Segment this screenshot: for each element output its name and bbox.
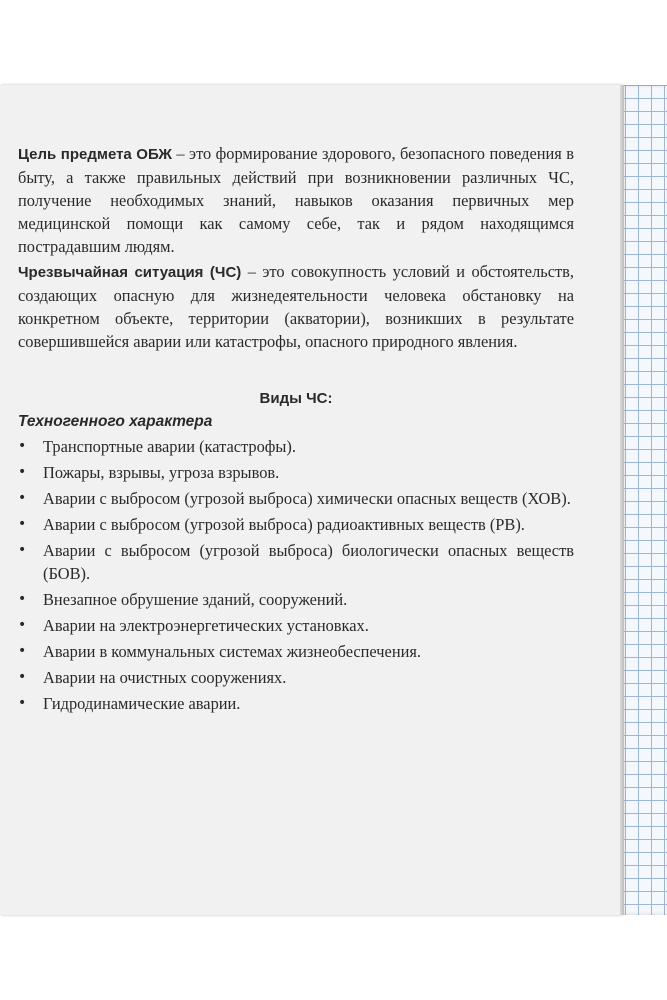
list-item xyxy=(18,588,574,611)
bullet-icon: • xyxy=(18,490,27,506)
list-item-text: Аварии на электроэнергетических установках. xyxy=(43,616,369,635)
list-item xyxy=(18,666,574,689)
list-item xyxy=(18,461,574,484)
list-item-text: Внезапное обрушение зданий, сооружений. xyxy=(43,590,348,609)
bullet-icon: • xyxy=(18,591,27,607)
emergency-term: Чрезвычайная ситуация (ЧС) xyxy=(18,264,242,281)
section-subheading: Техногенного характера xyxy=(18,413,213,430)
list-item xyxy=(18,614,574,637)
list-item xyxy=(18,487,574,510)
page-content xyxy=(18,142,574,718)
bullet-icon: • xyxy=(18,643,27,659)
list-item xyxy=(18,539,574,585)
list-item-text: Аварии с выбросом (угрозой выброса) биологически опасных веществ (БОВ). xyxy=(43,541,574,583)
bullet-icon: • xyxy=(18,464,27,480)
bullet-icon: • xyxy=(18,542,27,558)
bullet-icon: • xyxy=(18,438,27,454)
page-edge xyxy=(620,85,624,915)
list-item-text: Аварии с выбросом (угрозой выброса) химически опасных веществ (ХОВ). xyxy=(43,489,571,508)
list-item-text: Аварии в коммунальных системах жизнеобеспечения. xyxy=(43,642,422,661)
list-item-text: Аварии с выбросом (угрозой выброса) радиоактивных веществ (РВ). xyxy=(43,515,525,534)
list-item xyxy=(18,513,574,536)
bullet-icon: • xyxy=(18,695,27,711)
list-item xyxy=(18,435,574,458)
list-item-text: Гидродинамические аварии. xyxy=(43,694,241,713)
emergency-types-list xyxy=(18,435,574,715)
goal-paragraph xyxy=(18,142,574,258)
bullet-icon: • xyxy=(18,516,27,532)
list-item xyxy=(18,692,574,715)
emergency-paragraph xyxy=(18,260,574,353)
goal-term: Цель предмета ОБЖ xyxy=(18,146,172,163)
list-item-text: Аварии на очистных сооружениях. xyxy=(43,668,287,687)
bullet-icon: • xyxy=(18,617,27,633)
list-item-text: Транспортные аварии (катастрофы). xyxy=(43,437,296,456)
bullet-icon: • xyxy=(18,669,27,685)
emergency-text: – это совокупность условий и обстоятельств, создающих опасную для жизнедеятельности человека обстановку на конкретном объекте, территории (акватории), возникших в результате совершившейся аварии или катастрофы, опасного природного явления. xyxy=(18,262,574,351)
section-title: Виды ЧС: xyxy=(259,390,333,407)
list-item xyxy=(18,640,574,663)
goal-text: – это формирование здорового, безопасного поведения в быту, а также правильных действий при возникновении различных ЧС, получение необходимых знаний, навыков оказания первичных мер медицинской помощи как самому себе, так и рядом находящимся пострадавшим людям. xyxy=(18,144,575,256)
list-item-text: Пожары, взрывы, угроза взрывов. xyxy=(43,463,280,482)
